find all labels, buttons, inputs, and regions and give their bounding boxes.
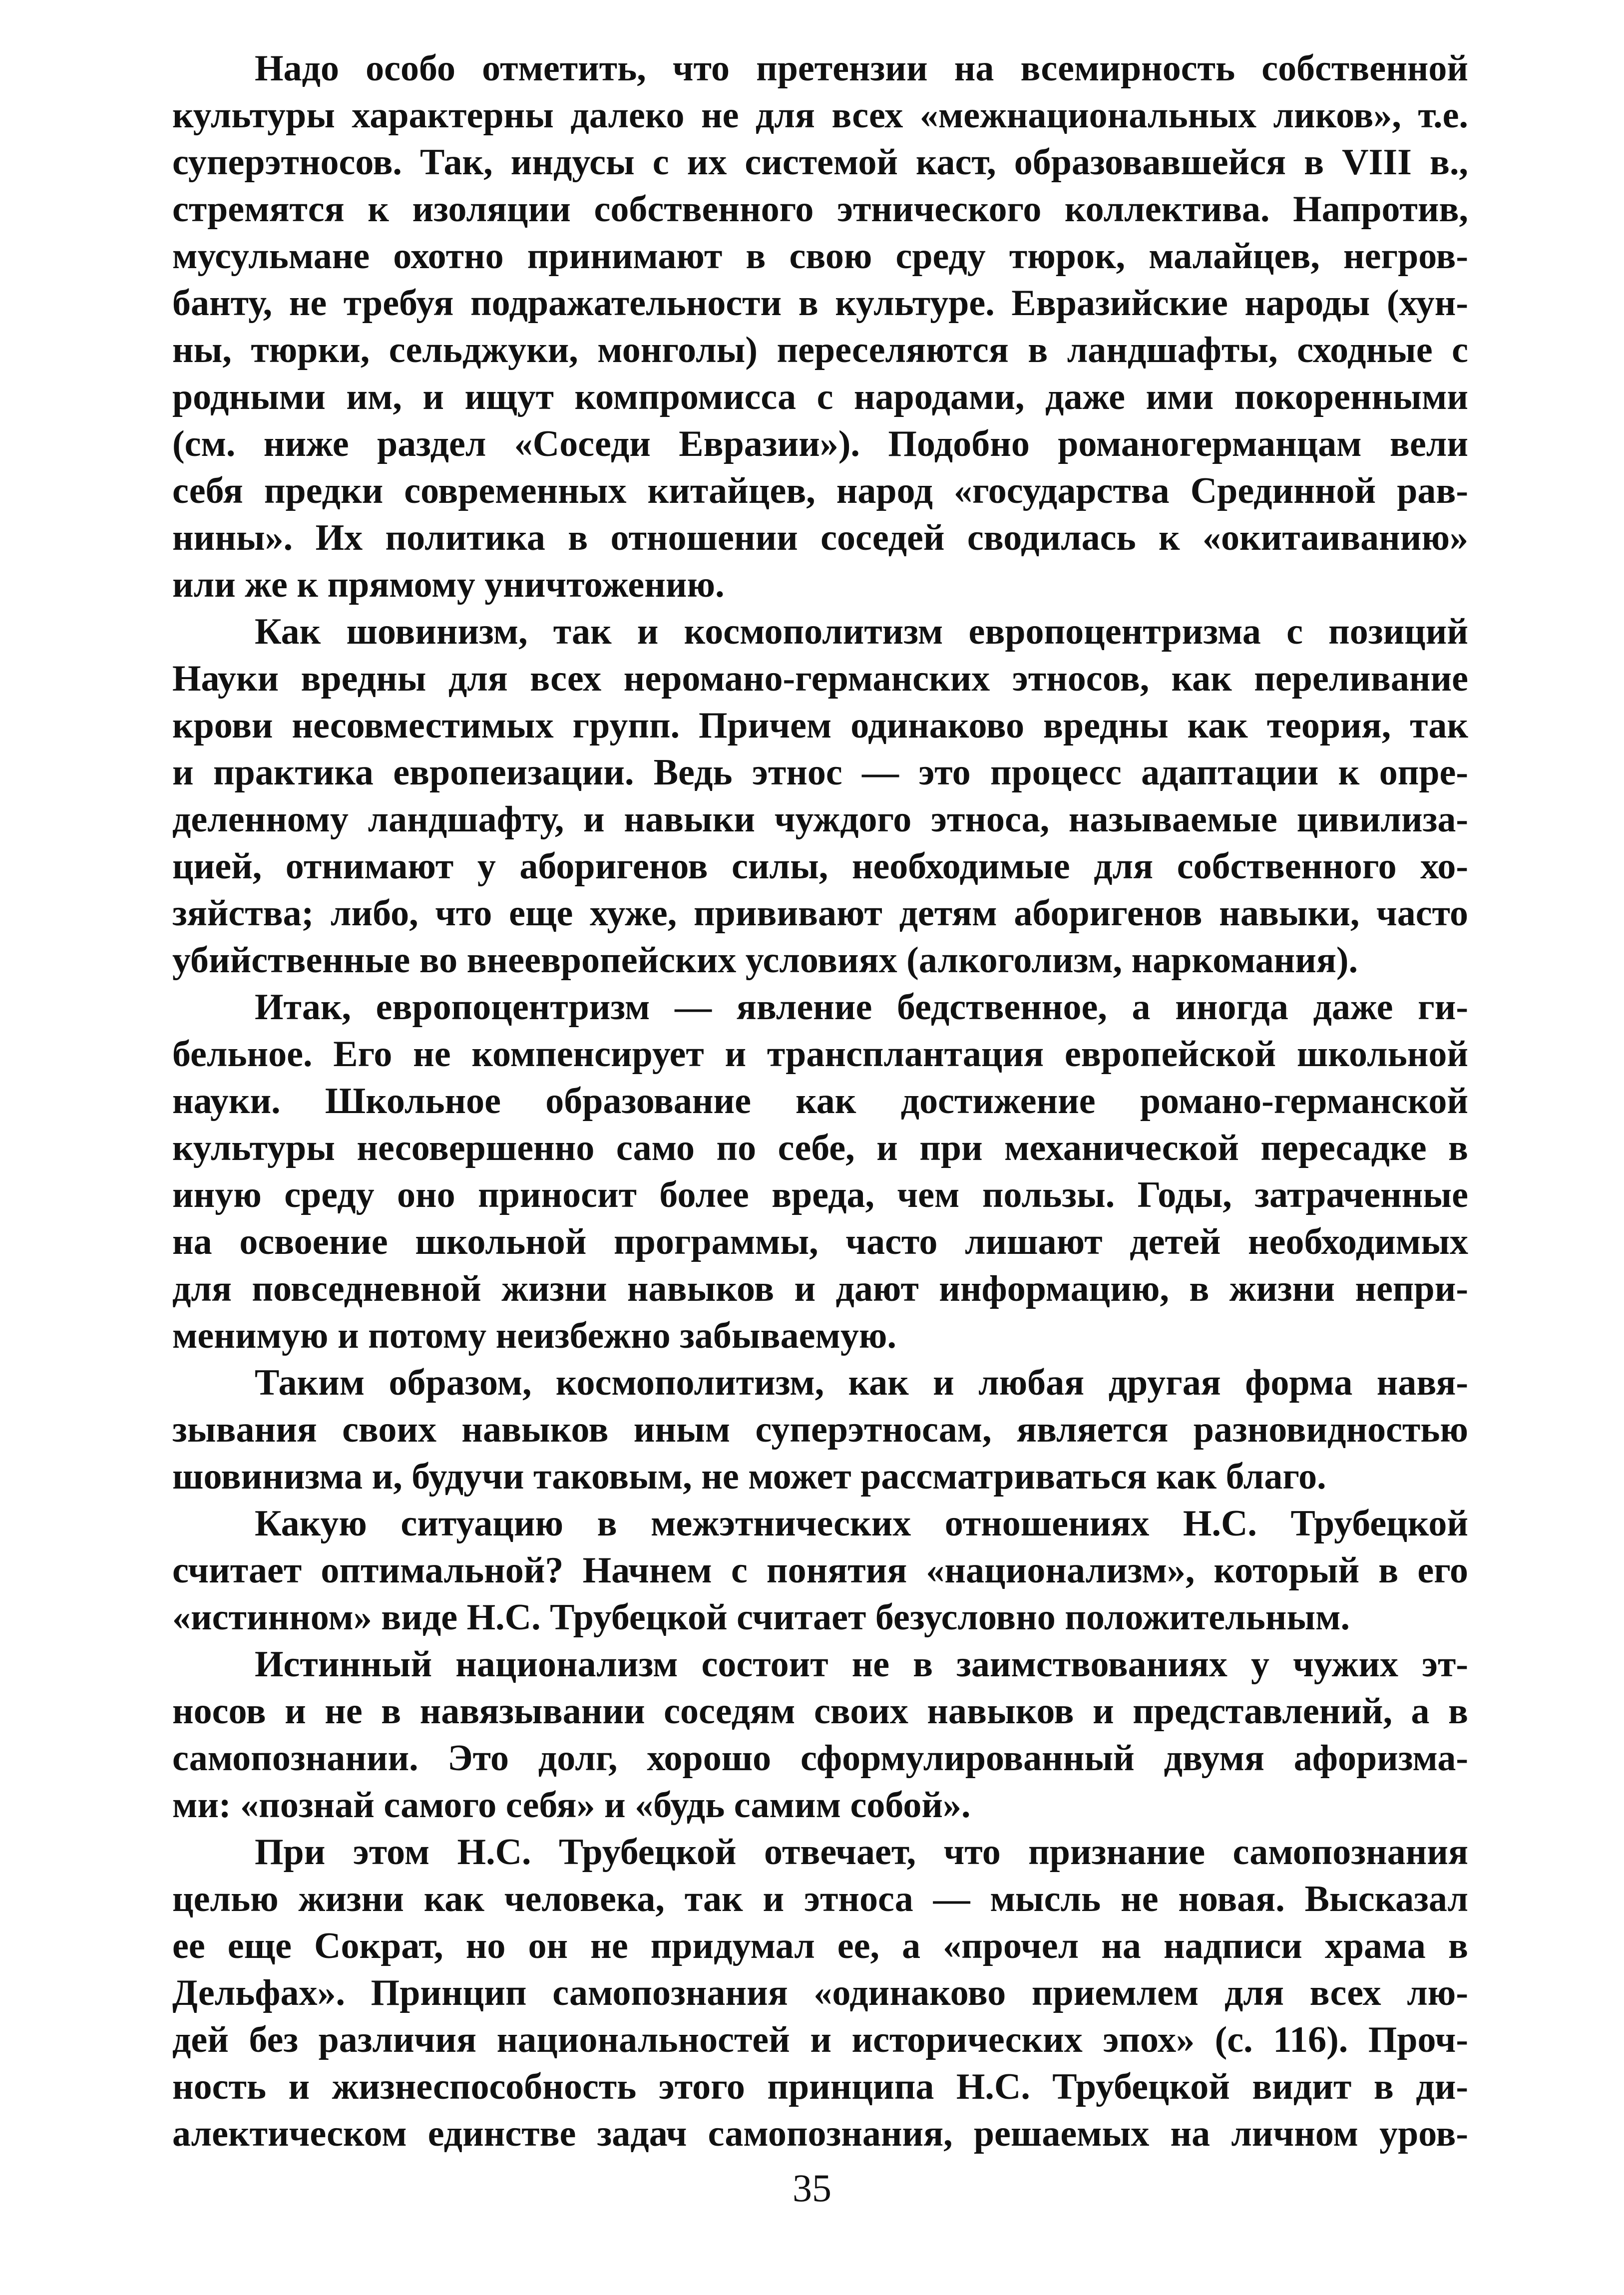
text-line: стремятся к изоляции собственного этнического коллектива. Напротив, [172, 189, 1468, 230]
text-line: на освоение школьной программы, часто лишают детей необходимых [172, 1221, 1468, 1262]
text-line: цией, отнимают у аборигенов силы, необходимые для собственного хо- [172, 846, 1468, 887]
text-line: Дельфах». Принцип самопознания «одинаково приемлем для всех лю- [172, 1972, 1468, 2013]
text-line: зывания своих навыков иным суперэтносам, является разновидностью [172, 1409, 1468, 1450]
paragraph [172, 1359, 1468, 1500]
paragraph [172, 608, 1468, 984]
text-line: (см. ниже раздел «Соседи Евразии»). Подобно романогерманцам вели [172, 423, 1468, 464]
text-line: При этом Н.С. Трубецкой отвечает, что признание самопознания [255, 1832, 1468, 1873]
text-line: бельное. Его не компенсирует и трансплантация европейской школьной [172, 1034, 1468, 1075]
text-line: ее еще Сократ, но он не придумал ее, а «прочел на надписи храма в [172, 1925, 1468, 1966]
text-line: нины». Их политика в отношении соседей сводилась к «окитаиванию» [172, 517, 1468, 558]
text-line: Таким образом, космополитизм, как и любая другая форма навя- [255, 1362, 1468, 1403]
text-line: культуры характерны далеко не для всех «межнациональных ликов», т.е. [172, 95, 1468, 136]
text-line: ми: «познай самого себя» и «будь самим собой». [172, 1785, 971, 1826]
text-line: дей без различия национальностей и исторических эпох» (с. 116). Проч- [172, 2019, 1468, 2060]
page-number: 35 [793, 2166, 831, 2210]
text-line: шовинизма и, будучи таковым, не может рассматриваться как благо. [172, 1456, 1326, 1497]
text-line: зяйства; либо, что еще хуже, прививают детям аборигенов навыки, часто [172, 893, 1468, 934]
text-line: суперэтносов. Так, индусы с их системой каст, образовавшейся в VIII в., [172, 142, 1468, 183]
paragraph [172, 1500, 1468, 1641]
text-line: и практика европеизации. Ведь этнос — это процесс адаптации к опре- [172, 752, 1468, 793]
text-line: ны, тюрки, сельджуки, монголы) переселяются в ландшафты, сходные с [172, 330, 1468, 371]
text-line: убийственные во внеевропейских условиях (алкоголизм, наркомания). [172, 940, 1358, 981]
text-line: алектическом единстве задач самопознания, решаемых на личном уров- [172, 2113, 1468, 2154]
text-line: родными им, и ищут компромисса с народами, даже ими покоренными [172, 377, 1468, 417]
text-line: банту, не требуя подражательности в культуре. Евразийские народы (хун- [172, 283, 1468, 324]
text-line: Итак, европоцентризм — явление бедственное, а иногда даже ги- [255, 987, 1468, 1028]
text-line: культуры несовершенно само по себе, и при механической пересадке в [172, 1128, 1468, 1168]
text-line: крови несовместимых групп. Причем одинаково вредны как теория, так [172, 705, 1468, 746]
paragraph [172, 984, 1468, 1359]
paragraph [172, 1641, 1468, 1829]
text-line: мусульмане охотно принимают в свою среду тюрок, малайцев, негров- [172, 236, 1468, 277]
text-line: иную среду оно приносит более вреда, чем пользы. Годы, затраченные [172, 1174, 1468, 1215]
text-line: Науки вредны для всех нероманo-германских этносов, как переливание [172, 658, 1468, 699]
paragraph [172, 1829, 1468, 2157]
text-line: для повседневной жизни навыков и дают информацию, в жизни непри- [172, 1268, 1468, 1309]
text-line: «истинном» виде Н.С. Трубецкой считает безусловно положительным. [172, 1597, 1350, 1638]
text-line: носов и не в навязывании соседям своих навыков и представлений, а в [172, 1691, 1468, 1732]
text-line: Истинный национализм состоит не в заимствованиях у чужих эт- [255, 1644, 1468, 1685]
text-line: Надо особо отметить, что претензии на всемирность собственной [255, 48, 1468, 89]
paragraph [172, 45, 1468, 608]
text-line: ность и жизнеспособность этого принципа Н.С. Трубецкой видит в ди- [172, 2066, 1468, 2107]
text-line: Какую ситуацию в межэтнических отношениях Н.С. Трубецкой [255, 1503, 1468, 1544]
text-line: или же к прямому уничтожению. [172, 564, 725, 605]
text-line: Как шовинизм, так и космополитизм европоцентризма с позиций [255, 611, 1468, 652]
text-line: менимую и потому неизбежно забываемую. [172, 1315, 896, 1356]
text-line: деленному ландшафту, и навыки чуждого этноса, называемые цивилиза- [172, 799, 1468, 840]
text-line: науки. Школьное образование как достижение романо-германской [172, 1081, 1468, 1122]
text-line: целью жизни как человека, так и этноса — мысль не новая. Высказал [172, 1879, 1468, 1919]
text-line: самопознании. Это долг, хорошо сформулированный двумя афоризма- [172, 1738, 1468, 1779]
text-line: считает оптимальной? Начнем с понятия «национализм», который в его [172, 1550, 1468, 1591]
text-line: себя предки современных китайцев, народ «государства Срединной рав- [172, 470, 1468, 511]
body-text [172, 45, 1468, 2157]
